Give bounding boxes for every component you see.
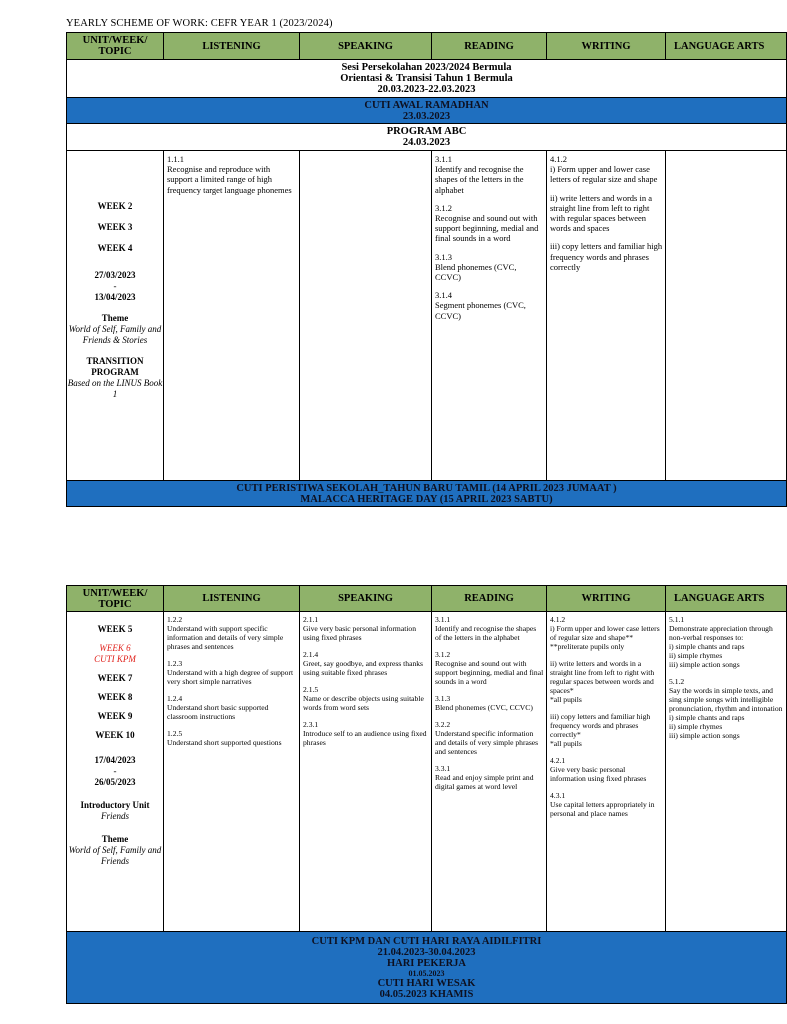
banner-program-abc: PROGRAM ABC 24.03.2023 bbox=[67, 124, 787, 151]
header-speaking: SPEAKING bbox=[300, 586, 432, 612]
writing-cell-2: 4.1.2 i) Form upper and lower case letters of regular size and shape** **preliterate pupils only ii) write letters and words in a straight line from left to right with regular spaces between words and spaces* *all pupils iii) copy letters and familiar high frequency words and phrases correctly* *all pupils 4.2.1 Give very basic personal information using fixed phrases 4.3.1 Use capital letters appropriately in personal and place names bbox=[547, 612, 666, 932]
header-writing: WRITING bbox=[547, 586, 666, 612]
header-listening: LISTENING bbox=[164, 586, 300, 612]
week-label: WEEK 9 bbox=[97, 711, 133, 721]
scheme-table-2 bbox=[66, 585, 787, 1004]
week-label: WEEK 5 bbox=[97, 624, 133, 634]
theme-text: World of Self, Family and Friends & Stories bbox=[68, 324, 162, 345]
banner-cuti-awal-ramadhan: CUTI AWAL RAMADHAN 23.03.2023 bbox=[67, 98, 787, 124]
unit-week-cell-1 bbox=[67, 151, 164, 481]
date-start: 27/03/2023 bbox=[94, 270, 136, 280]
unit-week-cell-2 bbox=[67, 612, 164, 932]
theme-label: Theme bbox=[101, 834, 129, 844]
theme-text: World of Self, Family and Friends bbox=[68, 845, 162, 866]
week-label: WEEK 8 bbox=[97, 692, 133, 702]
week-label: WEEK 3 bbox=[97, 222, 133, 232]
header-listening: LISTENING bbox=[164, 33, 300, 60]
week-label: WEEK 4 bbox=[97, 243, 133, 253]
header-language-arts: LANGUAGE ARTS bbox=[666, 586, 787, 612]
banner-session-start: Sesi Persekolahan 2023/2024 Bermula Orientasi & Transisi Tahun 1 Bermula 20.03.2023-22.03.2023 bbox=[67, 60, 787, 98]
language-arts-cell-2: 5.1.1 Demonstrate appreciation through non-verbal responses to: i) simple chants and raps ii) simple rhymes iii) simple action songs 5.1.2 Say the words in simple texts, and sing simple songs with intelligible pronunciation, rhythm and intonation i) simple chants and raps ii) simple rhymes iii) simple action songs bbox=[666, 612, 787, 932]
banner-cuti-peristiwa: CUTI PERISTIWA SEKOLAH_TAHUN BARU TAMIL (14 APRIL 2023 JUMAAT ) MALACCA HERITAGE DAY (15 APRIL 2023 SABTU) bbox=[67, 481, 787, 507]
unit-label: Introductory Unit bbox=[80, 800, 150, 810]
date-end: 13/04/2023 bbox=[94, 292, 136, 302]
date-end: 26/05/2023 bbox=[94, 777, 136, 787]
header-language-arts: LANGUAGE ARTS bbox=[666, 33, 787, 60]
speaking-cell-1 bbox=[300, 151, 432, 481]
reading-cell-2: 3.1.1 Identify and recognise the shapes of the letters in the alphabet 3.1.2 Recognise and sound out with support beginning, medial and final sounds in a word 3.1.3 Blend phonemes (CVC, CCVC) 3.2.2 Understand specific information and details of very simple phrases and sentences 3.3.1 Read and enjoy simple print and digital games at word level bbox=[432, 612, 547, 932]
header-unit-week-topic: UNIT/WEEK/ TOPIC bbox=[67, 33, 164, 60]
date-separator: - bbox=[113, 766, 117, 776]
header-writing: WRITING bbox=[547, 33, 666, 60]
transition-program: TRANSITION PROGRAM bbox=[86, 356, 144, 377]
listening-cell-1: 1.1.1 Recognise and reproduce with support a limited range of high frequency target language phonemes bbox=[164, 151, 300, 481]
week-label: WEEK 7 bbox=[97, 673, 133, 683]
date-separator: - bbox=[113, 281, 117, 291]
week-label-highlight: WEEK 6 bbox=[99, 643, 131, 653]
language-arts-cell-1 bbox=[666, 151, 787, 481]
week-label: WEEK 10 bbox=[95, 730, 135, 740]
listening-cell-2: 1.2.2 Understand with support specific information and details of very simple phrases and sentences 1.2.3 Understand with a high degree of support very short simple narratives 1.2.4 Understand short basic supported classroom instructions 1.2.5 Understand short supported questions bbox=[164, 612, 300, 932]
header-reading: READING bbox=[432, 586, 547, 612]
header-speaking: SPEAKING bbox=[300, 33, 432, 60]
program-note: Based on the LINUS Book 1 bbox=[67, 378, 163, 399]
week-label: WEEK 2 bbox=[97, 201, 133, 211]
header-reading: READING bbox=[432, 33, 547, 60]
banner-cuti-kpm-holidays: CUTI KPM DAN CUTI HARI RAYA AIDILFITRI 21.04.2023-30.04.2023 HARI PEKERJA 01.05.2023 CUTI HARI WESAK 04.05.2023 KHAMIS bbox=[67, 932, 787, 1004]
writing-cell-1: 4.1.2 i) Form upper and lower case letters of regular size and shape ii) write letters and words in a straight line from left to right with regular spaces between words and spaces iii) copy letters and familiar high frequency words and phrases correctly bbox=[547, 151, 666, 481]
theme-label: Theme bbox=[101, 313, 129, 323]
cuti-kpm-label: CUTI KPM bbox=[94, 654, 136, 664]
header-unit-week-topic: UNIT/WEEK/ TOPIC bbox=[67, 586, 164, 612]
scheme-table-1 bbox=[66, 32, 787, 507]
speaking-cell-2: 2.1.1 Give very basic personal information using fixed phrases 2.1.4 Greet, say goodbye, and express thanks using suitable fixed phrases 2.1.5 Name or describe objects using suitable words from word sets 2.3.1 Introduce self to an audience using fixed phrases bbox=[300, 612, 432, 932]
reading-cell-1: 3.1.1 Identify and recognise the shapes of the letters in the alphabet 3.1.2 Recognise and sound out with support beginning, medial and final sounds in a word 3.1.3 Blend phonemes (CVC, CCVC) 3.1.4 Segment phonemes (CVC, CCVC) bbox=[432, 151, 547, 481]
document-title: YEARLY SCHEME OF WORK: CEFR YEAR 1 (2023/2024) bbox=[66, 18, 333, 29]
unit-name: Friends bbox=[101, 811, 129, 821]
date-start: 17/04/2023 bbox=[94, 755, 136, 765]
skill-text: Recognise and reproduce with support a limited range of high frequency target language phonemes bbox=[167, 164, 292, 195]
